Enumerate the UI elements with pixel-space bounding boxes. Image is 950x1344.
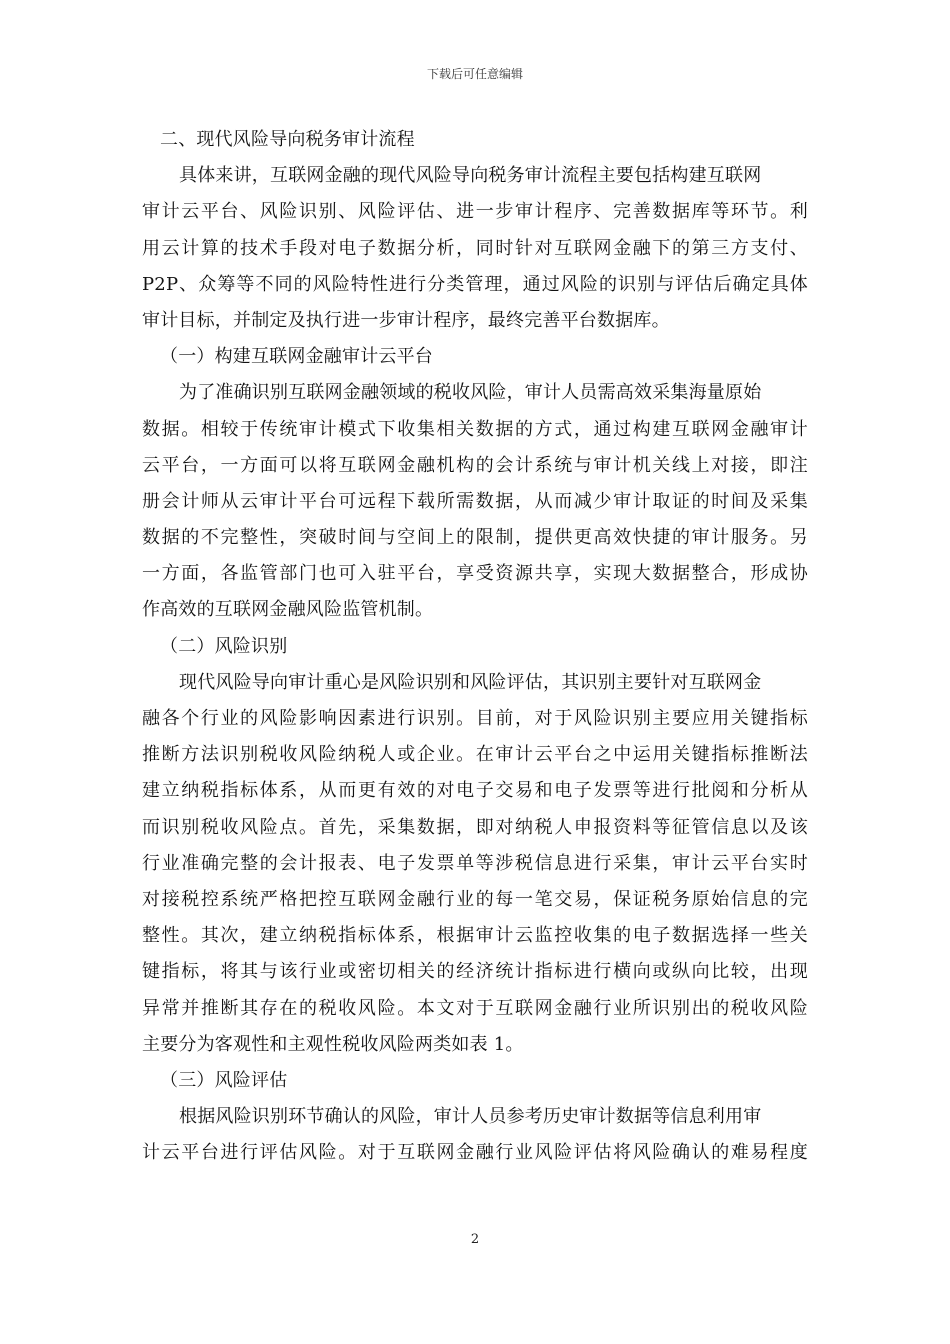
text-line: 数据。相较于传统审计模式下收集相关数据的方式，通过构建互联网金融审计 (142, 418, 808, 440)
text-line: 审计目标，并制定及执行进一步审计程序，最终完善平台数据库。 (142, 309, 670, 331)
text-line: 数据的不完整性，突破时间与空间上的限制，提供更高效快捷的审计服务。另 (142, 527, 808, 549)
text-line: 现代风险导向审计重心是风险识别和风险评估，其识别主要针对互联网金 (179, 671, 762, 693)
text-line: 计云平台进行评估风险。对于互联网金融行业风险评估将风险确认的难易程度 (142, 1142, 808, 1164)
document-body (142, 122, 808, 1171)
text-line: P2P、众筹等不同的风险特性进行分类管理，通过风险的识别与评估后确定具体 (142, 273, 808, 295)
page-number: 2 (470, 1232, 480, 1247)
text-line: 整性。其次，建立纳税指标体系，根据审计云监控收集的电子数据选择一些关 (142, 925, 808, 947)
text-line: 一方面，各监管部门也可入驻平台，享受资源共享，实现大数据整合，形成协 (142, 563, 808, 585)
text-line: 建立纳税指标体系，从而更有效的对电子交易和电子发票等进行批阅和分析从 (142, 780, 808, 802)
section-heading: 二、现代风险导向税务审计流程 (160, 129, 415, 150)
text-line: 行业准确完整的会计报表、电子发票单等涉税信息进行采集，审计云平台实时 (142, 852, 808, 874)
text-line: 对接税控系统严格把控互联网金融行业的每一笔交易，保证税务原始信息的完 (142, 888, 808, 910)
section-heading: （一）构建互联网金融审计云平台 (160, 346, 433, 368)
text-line: 云平台，一方面可以将互联网金融机构的会计系统与审计机关线上对接，即注 (142, 454, 808, 476)
text-line: 册会计师从云审计平台可远程下载所需数据，从而减少审计取证的时间及采集 (142, 490, 808, 512)
text-line: 具体来讲，互联网金融的现代风险导向税务审计流程主要包括构建互联网 (179, 165, 762, 187)
text-line: 用云计算的技术手段对电子数据分析，同时针对互联网金融下的第三方支付、 (142, 237, 808, 259)
text-line: 异常并推断其存在的税收风险。本文对于互联网金融行业所识别出的税收风险 (142, 997, 808, 1019)
text-line: 键指标，将其与该行业或密切相关的经济统计指标进行横向或纵向比较，出现 (142, 961, 808, 983)
section-heading: （三）风险评估 (160, 1069, 288, 1091)
text-line: 而识别税收风险点。首先，采集数据，即对纳税人申报资料等征管信息以及该 (142, 816, 808, 838)
text-line: 根据风险识别环节确认的风险，审计人员参考历史审计数据等信息利用审 (179, 1106, 762, 1128)
text-line: 主要分为客观性和主观性税收风险两类如表 1。 (142, 1033, 524, 1055)
text-line: 为了准确识别互联网金融领域的税收风险，审计人员需高效采集海量原始 (179, 382, 762, 404)
page-header: 下载后可任意编辑 (426, 67, 523, 81)
text-line: 审计云平台、风险识别、风险评估、进一步审计程序、完善数据库等环节。利 (142, 201, 808, 223)
text-line: 推断方法识别税收风险纳税人或企业。在审计云平台之中运用关键指标推断法 (142, 744, 808, 766)
text-line: 作高效的互联网金融风险监管机制。 (142, 599, 434, 621)
text-line: 融各个行业的风险影响因素进行识别。目前，对于风险识别主要应用关键指标 (142, 708, 808, 729)
section-heading: （二）风险识别 (160, 635, 288, 657)
